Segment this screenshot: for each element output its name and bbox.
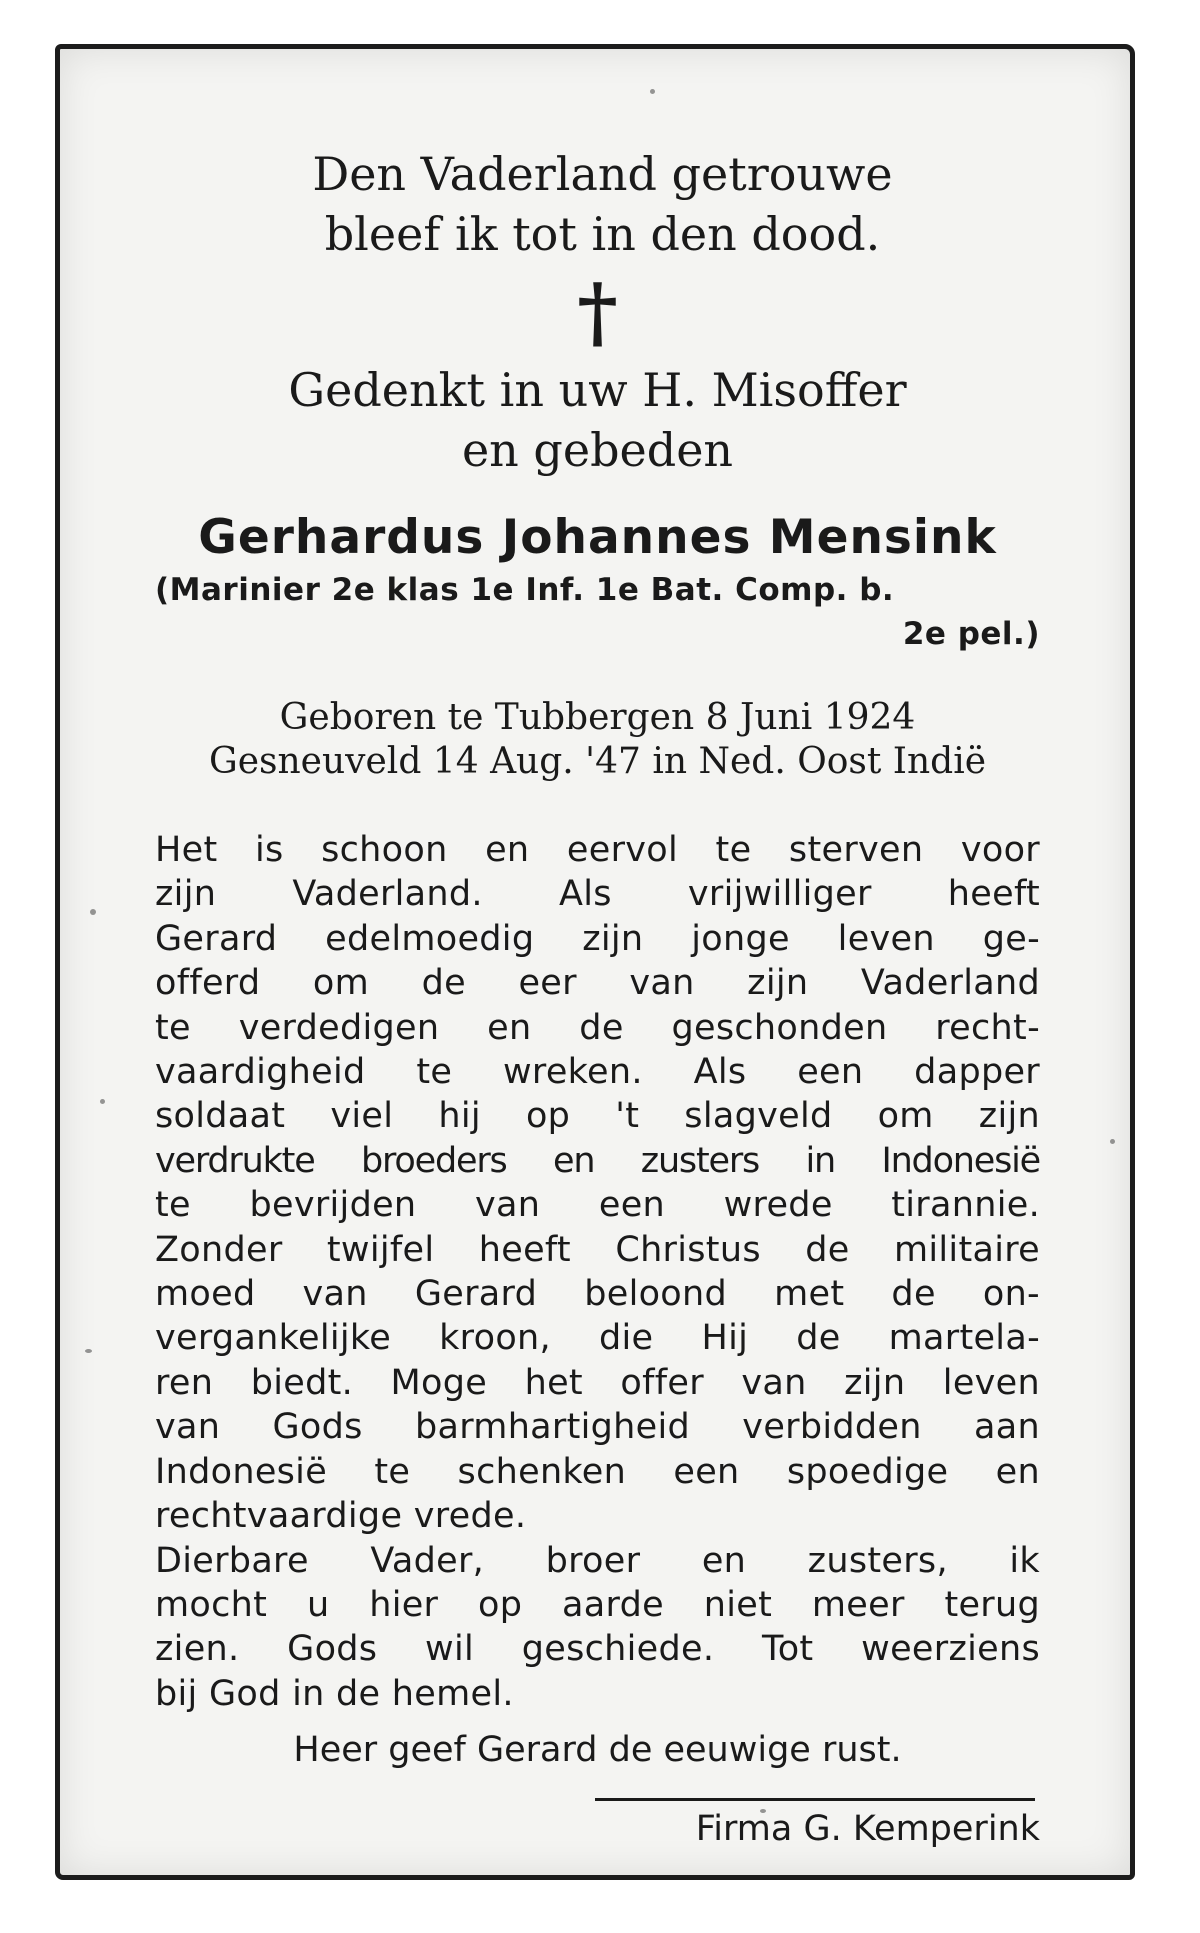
print-speck — [650, 89, 655, 94]
text-line: moed van Gerard beloond met de on- — [155, 1274, 1040, 1315]
deceased-name: Gerhardus Johannes Mensink — [198, 510, 997, 565]
text-line: Dierbare Vader, broer en zusters, ik — [155, 1540, 1040, 1581]
cross-icon: † — [577, 267, 618, 358]
print-speck — [1110, 1139, 1115, 1144]
motto-line-2: bleef ik tot in den dood. — [324, 207, 881, 261]
print-speck — [90, 909, 96, 915]
printer-credit: Firma G. Kemperink — [695, 1809, 1040, 1850]
text-line: te bevrijden van een wrede tirannie. — [155, 1185, 1040, 1226]
memorial-card — [55, 44, 1135, 1880]
text-line: Zonder twijfel heeft Christus de militaire — [155, 1229, 1040, 1270]
text-line: mocht u hier op aarde niet meer terug — [155, 1584, 1040, 1625]
text-line: zien. Gods wil geschiede. Tot weerziens — [155, 1629, 1040, 1670]
text-line: bij God in de hemel. — [155, 1673, 514, 1714]
death-line: Gesneuveld 14 Aug. '47 in Ned. Oost Indië — [208, 741, 987, 782]
birth-line: Geboren te Tubbergen 8 Juni 1924 — [279, 697, 916, 738]
print-speck — [100, 1099, 105, 1104]
text-line: vergankelijke kroon, die Hij de martela- — [155, 1318, 1040, 1359]
text-line: verdrukte broeders en zusters in Indonesië — [155, 1140, 1040, 1181]
memorial-text — [155, 828, 1040, 1716]
text-line: Het is schoon en eervol te sterven voor — [155, 830, 1040, 870]
text-line: Gerard edelmoedig zijn jonge leven ge- — [155, 918, 1040, 959]
text-line: te verdedigen en de geschonden recht- — [155, 1007, 1040, 1048]
text-line: van Gods barmhartigheid verbidden aan — [155, 1407, 1040, 1448]
divider — [595, 1798, 1035, 1801]
text-line: offerd om de eer van zijn Vaderland — [155, 963, 1040, 1004]
text-line: vaardigheid te wreken. Als een dapper — [155, 1052, 1040, 1093]
text-line: rechtvaardige vrede. — [155, 1496, 527, 1537]
rank-line-2: 2e pel.) — [902, 616, 1040, 652]
rank-line-1: (Marinier 2e klas 1e Inf. 1e Bat. Comp. b. — [155, 572, 895, 608]
remember-line-1: Gedenkt in uw H. Misoffer — [288, 363, 907, 417]
motto-line-1: Den Vaderland getrouwe — [312, 147, 893, 201]
text-line: soldaat viel hij op 't slagveld om zijn — [155, 1096, 1040, 1137]
closing-prayer: Heer geef Gerard de eeuwige rust. — [293, 1730, 902, 1771]
remember-line-2: en gebeden — [461, 423, 734, 477]
life-dates — [155, 696, 1040, 784]
text-line: ren biedt. Moge het offer van zijn leven — [155, 1362, 1040, 1403]
text-line: zijn Vaderland. Als vrijwilliger heeft — [155, 874, 1040, 915]
text-line: Indonesië te schenken een spoedige en — [155, 1451, 1040, 1492]
print-speck — [85, 1349, 92, 1353]
